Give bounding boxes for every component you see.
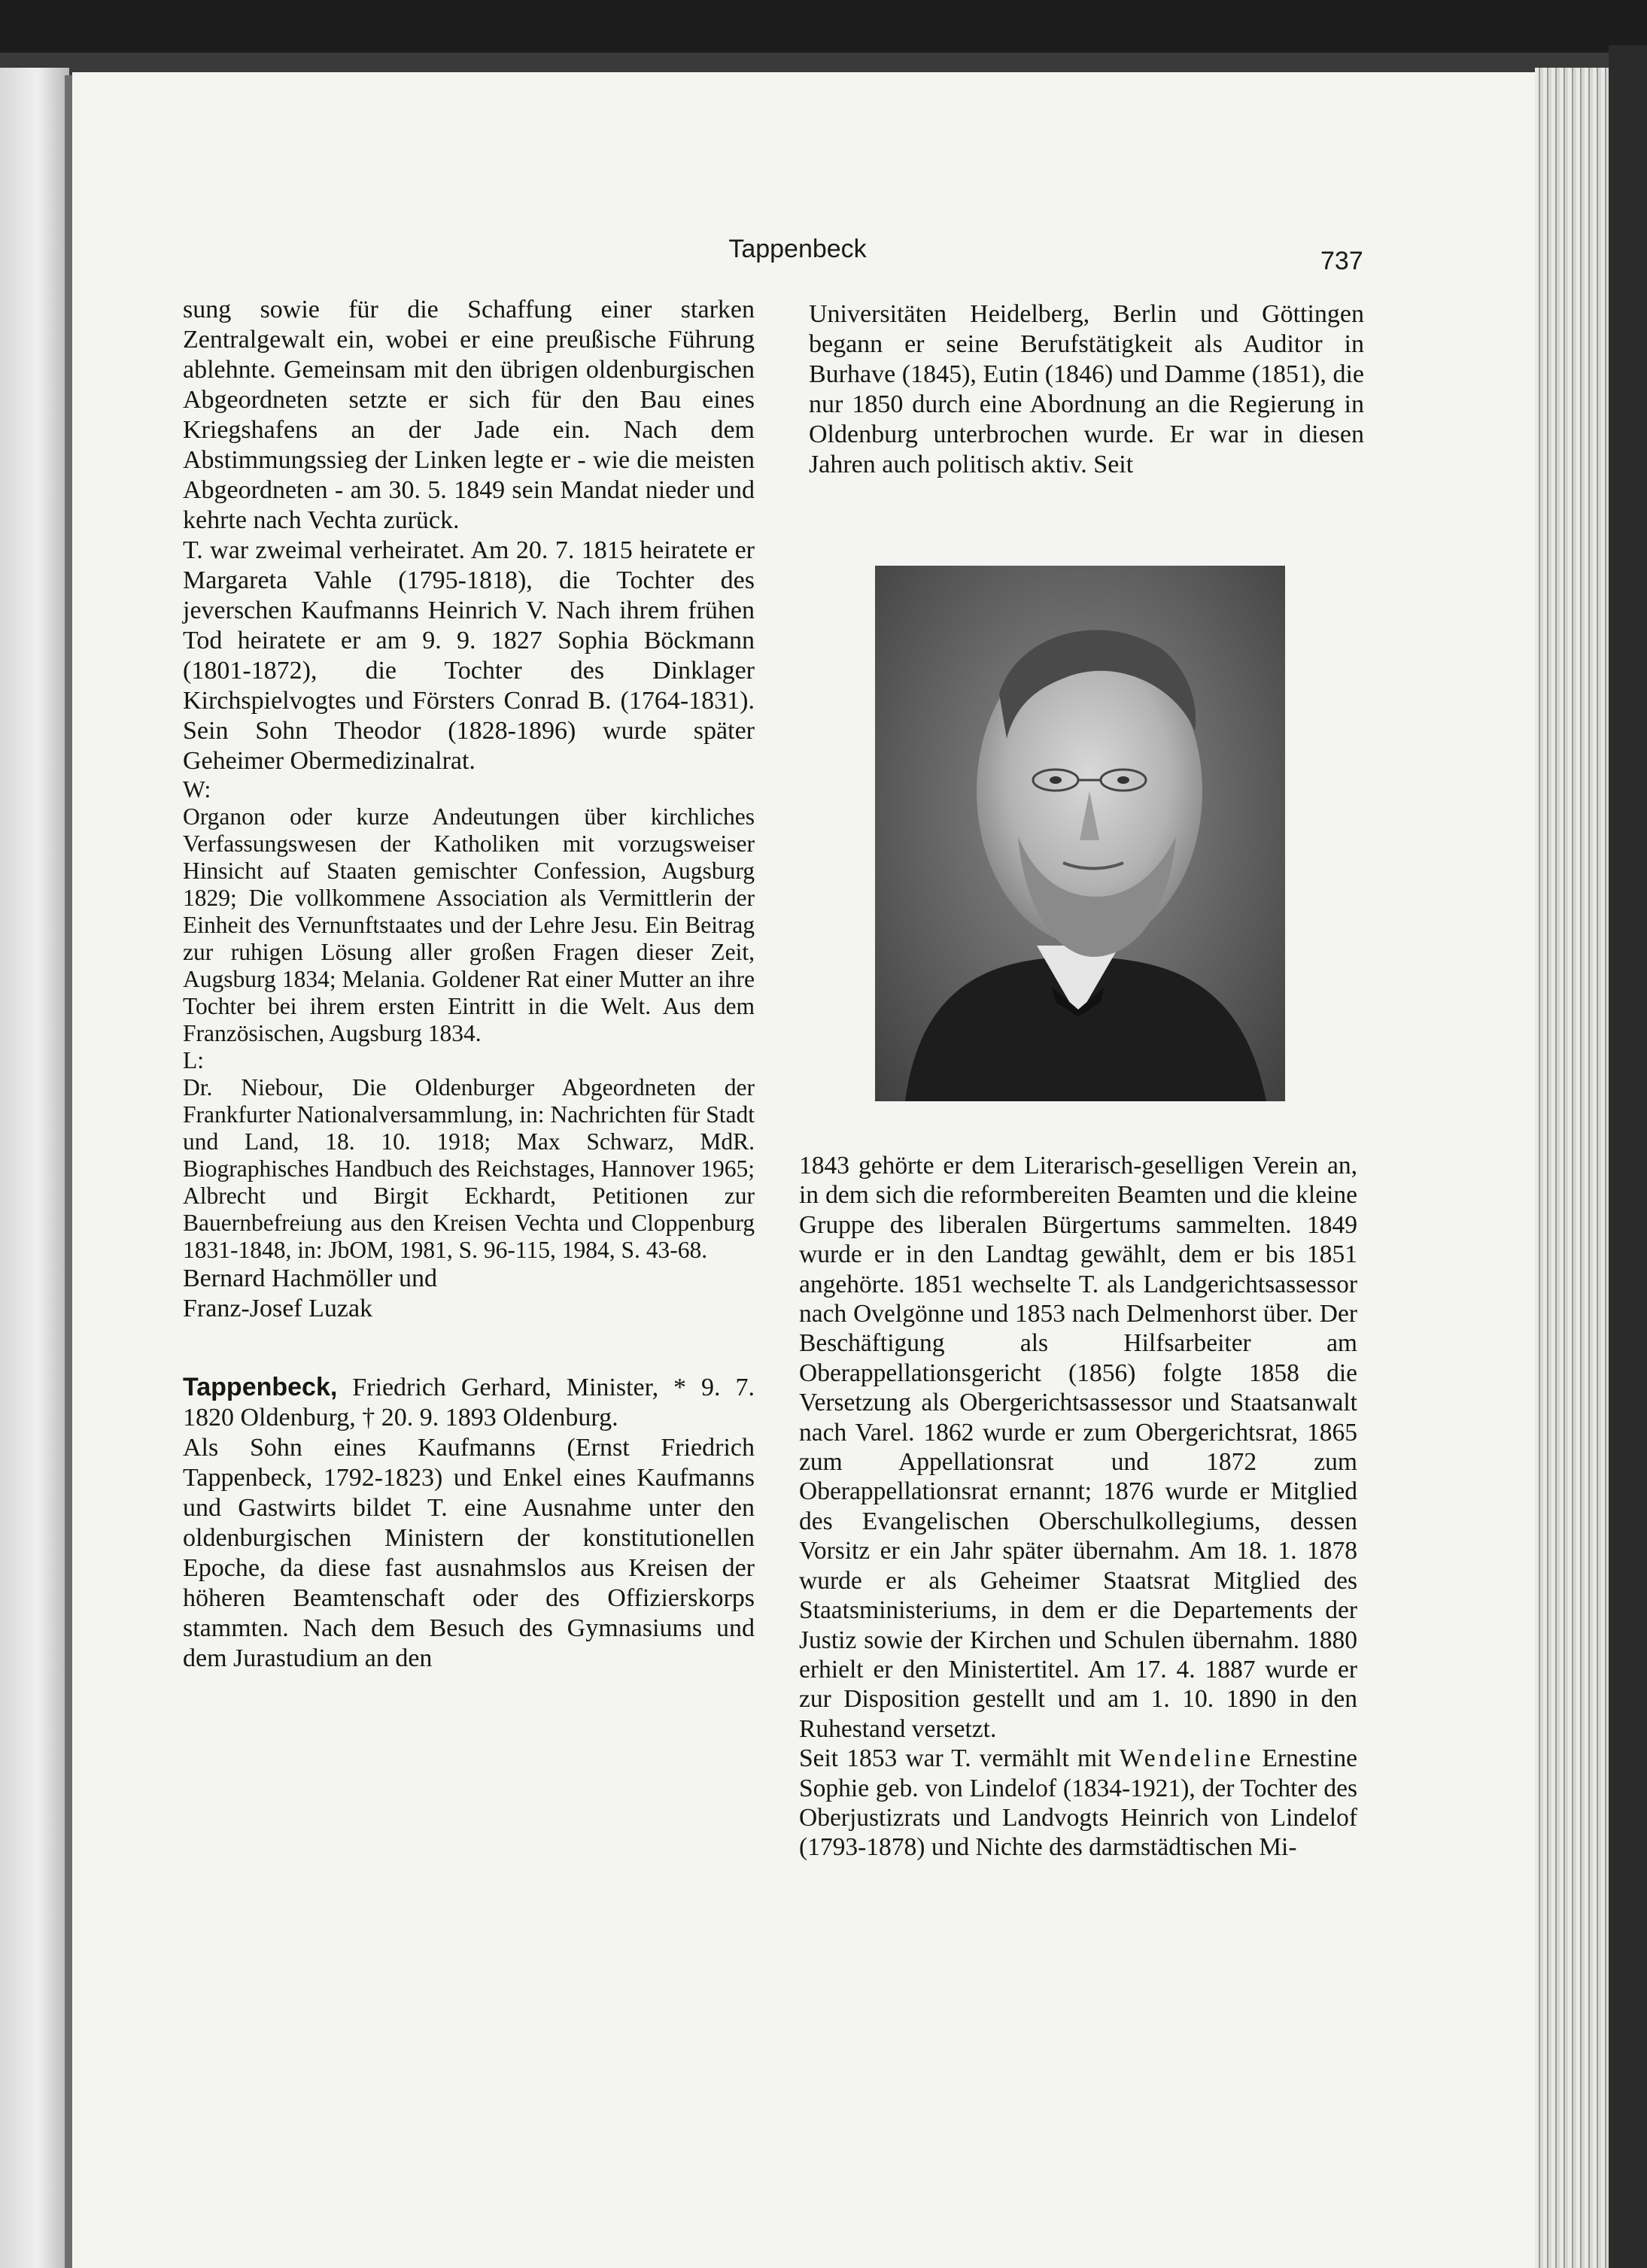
right-column-top: [809, 299, 1364, 480]
literature-list: Dr. Niebour, Die Oldenburger Abgeordneten der Frankfurter Nationalversammlung, in: Nachrichten für Stadt und Land, 18. 10. 1918; Max Schwarz, MdR. Biographisches Handbuch des Reichstages, Hannover 1965; Albrecht und Birgit Eckhardt, Petitionen zur Bauernbefreiung aus den Kreisen Vechta und Cloppenburg 1831-1848, in: JbOM, 1981, S. 96-115, 1984, S. 43-68.: [183, 1074, 755, 1263]
running-head: Tappenbeck: [728, 235, 867, 263]
left-column: [183, 295, 755, 1674]
entry-name: Tappenbeck,: [183, 1373, 338, 1401]
scan-background: [0, 0, 1647, 53]
facing-page-edge: [0, 68, 69, 2268]
paragraph-political-career: sung sowie für die Schaffung einer starken Zentralgewalt ein, wobei er eine preußische Führung ablehnte. Gemeinsam mit den übrigen oldenburgischen Abgeordneten setzte er sich für den Bau eines Kriegshafens an der Jade ein. Nach dem Abstimmungssieg der Linken legte er - wie die meisten Abgeordneten - am 30. 5. 1849 sein Mandat nieder und kehrte nach Vechta zurück.: [183, 296, 755, 534]
paragraph-marriages: T. war zweimal verheiratet. Am 20. 7. 1815 heiratete er Margareta Vahle (1795-1818), die Tochter des jeverschen Kaufmanns Heinrich V. Nach ihrem frühen Tod heiratete er am 9. 9. 1827 Sophia Böckmann (1801-1872), die Tochter des Dinklager Kirchspielvogtes und Försters Conrad B. (1764-1831). Sein Sohn Theodor (1828-1896) wurde später Geheimer Obermedizinalrat.: [183, 536, 755, 775]
entry-separator: [183, 1324, 755, 1372]
entry-dates: Friedrich Gerhard, Minister, * 9. 7. 1820 Oldenburg, † 20. 9. 1893 Oldenburg.: [183, 1374, 755, 1432]
family-text-rest: Ernestine Sophie geb. von Lindelof (1834-1921), der Tochter des Oberjustizrats und Landvogts Heinrich von Lindelof (1793-1878) und Nichte des darmstädtischen Mi-: [799, 1744, 1357, 1862]
entry-heading: [183, 1372, 755, 1433]
family-text-start: Seit 1853 war T. vermählt mit: [799, 1744, 1120, 1773]
works-section: [183, 776, 755, 1264]
author-line-2: Franz-Josef Luzak: [183, 1295, 373, 1322]
portrait-photo: [875, 566, 1285, 1101]
paragraph-origins: Als Sohn eines Kaufmanns (Ernst Friedrich Tappenbeck, 1792-1823) und Enkel eines Kaufmanns und Gastwirts bildet T. eine Ausnahme unter den oldenburgischen Ministern der konstitutionellen Epoche, da diese fast ausnahmslos aus Kreisen der höheren Beamtenschaft oder des Offizierskorps stammten. Nach dem Besuch des Gymnasiums und dem Jurastudium an den: [183, 1434, 755, 1672]
spouse-name: Wendeline: [1119, 1744, 1254, 1773]
author-line-1: Bernard Hachmöller und: [183, 1265, 437, 1292]
page-number: 737: [1320, 247, 1363, 275]
works-list: Organon oder kurze Andeutungen über kirchliches Verfassungswesen der Katholiken mit vorzugsweiser Hinsicht auf Staaten gemischter Confession, Augsburg 1829; Die vollkommene Association als Vermittlerin der Einheit des Vernunftstaates und der Lehre Jesu. Ein Beitrag zur ruhigen Lösung aller großen Fragen dieser Zeit, Augsburg 1834; Melania. Goldener Rat einer Mutter an ihre Tochter bei ihrem ersten Eintritt in die Welt. Aus dem Französischen, Augsburg 1834.: [183, 803, 755, 1046]
right-column-bottom: [799, 1151, 1357, 1863]
paragraph-family: [799, 1744, 1357, 1863]
book-cover-edge: [1609, 45, 1647, 2268]
literature-label: L:: [183, 1047, 204, 1073]
works-label: W:: [183, 776, 211, 803]
paragraph-career: 1843 gehörte er dem Literarisch-geselligen Verein an, in dem sich die reformbereiten Beamten und die kleine Gruppe des liberalen Bürgertums sammelten. 1849 wurde er in den Landtag gewählt, dem er bis 1851 angehörte. 1851 wechselte T. als Landgerichtsassessor nach Ovelgönne und 1853 nach Delmenhorst über. Der Beschäftigung als Hilfsarbeiter am Oberappellationsgericht (1856) folgte 1858 die Versetzung als Obergerichtsassessor und Staatsanwalt nach Varel. 1862 wurde er zum Obergerichtsrat, 1865 zum Appellationsrat und 1872 zum Oberappellationsrat ernannt; 1876 wurde er Mitglied des Evangelischen Oberschulkollegiums, dessen Vorsitz er ein Jahr später übernahm. Am 18. 1. 1878 wurde er als Geheimer Staatsrat Mitglied des Staatsministeriums, in dem er die Departements der Justiz sowie der Kirchen und Schulen übernahm. 1880 erhielt er den Ministertitel. Am 17. 4. 1887 wurde er zur Disposition gestellt und am 1. 10. 1890 in den Ruhestand versetzt.: [799, 1152, 1357, 1743]
portrait-illustration: [875, 566, 1285, 1101]
paragraph-education: Universitäten Heidelberg, Berlin und Göttingen begann er seine Berufstätigkeit als Auditor in Burhave (1845), Eutin (1846) und Damme (1851), die nur 1850 durch eine Abordnung an die Regierung in Oldenburg unterbrochen wurde. Er war in diesen Jahren auch politisch aktiv. Seit: [809, 300, 1364, 478]
